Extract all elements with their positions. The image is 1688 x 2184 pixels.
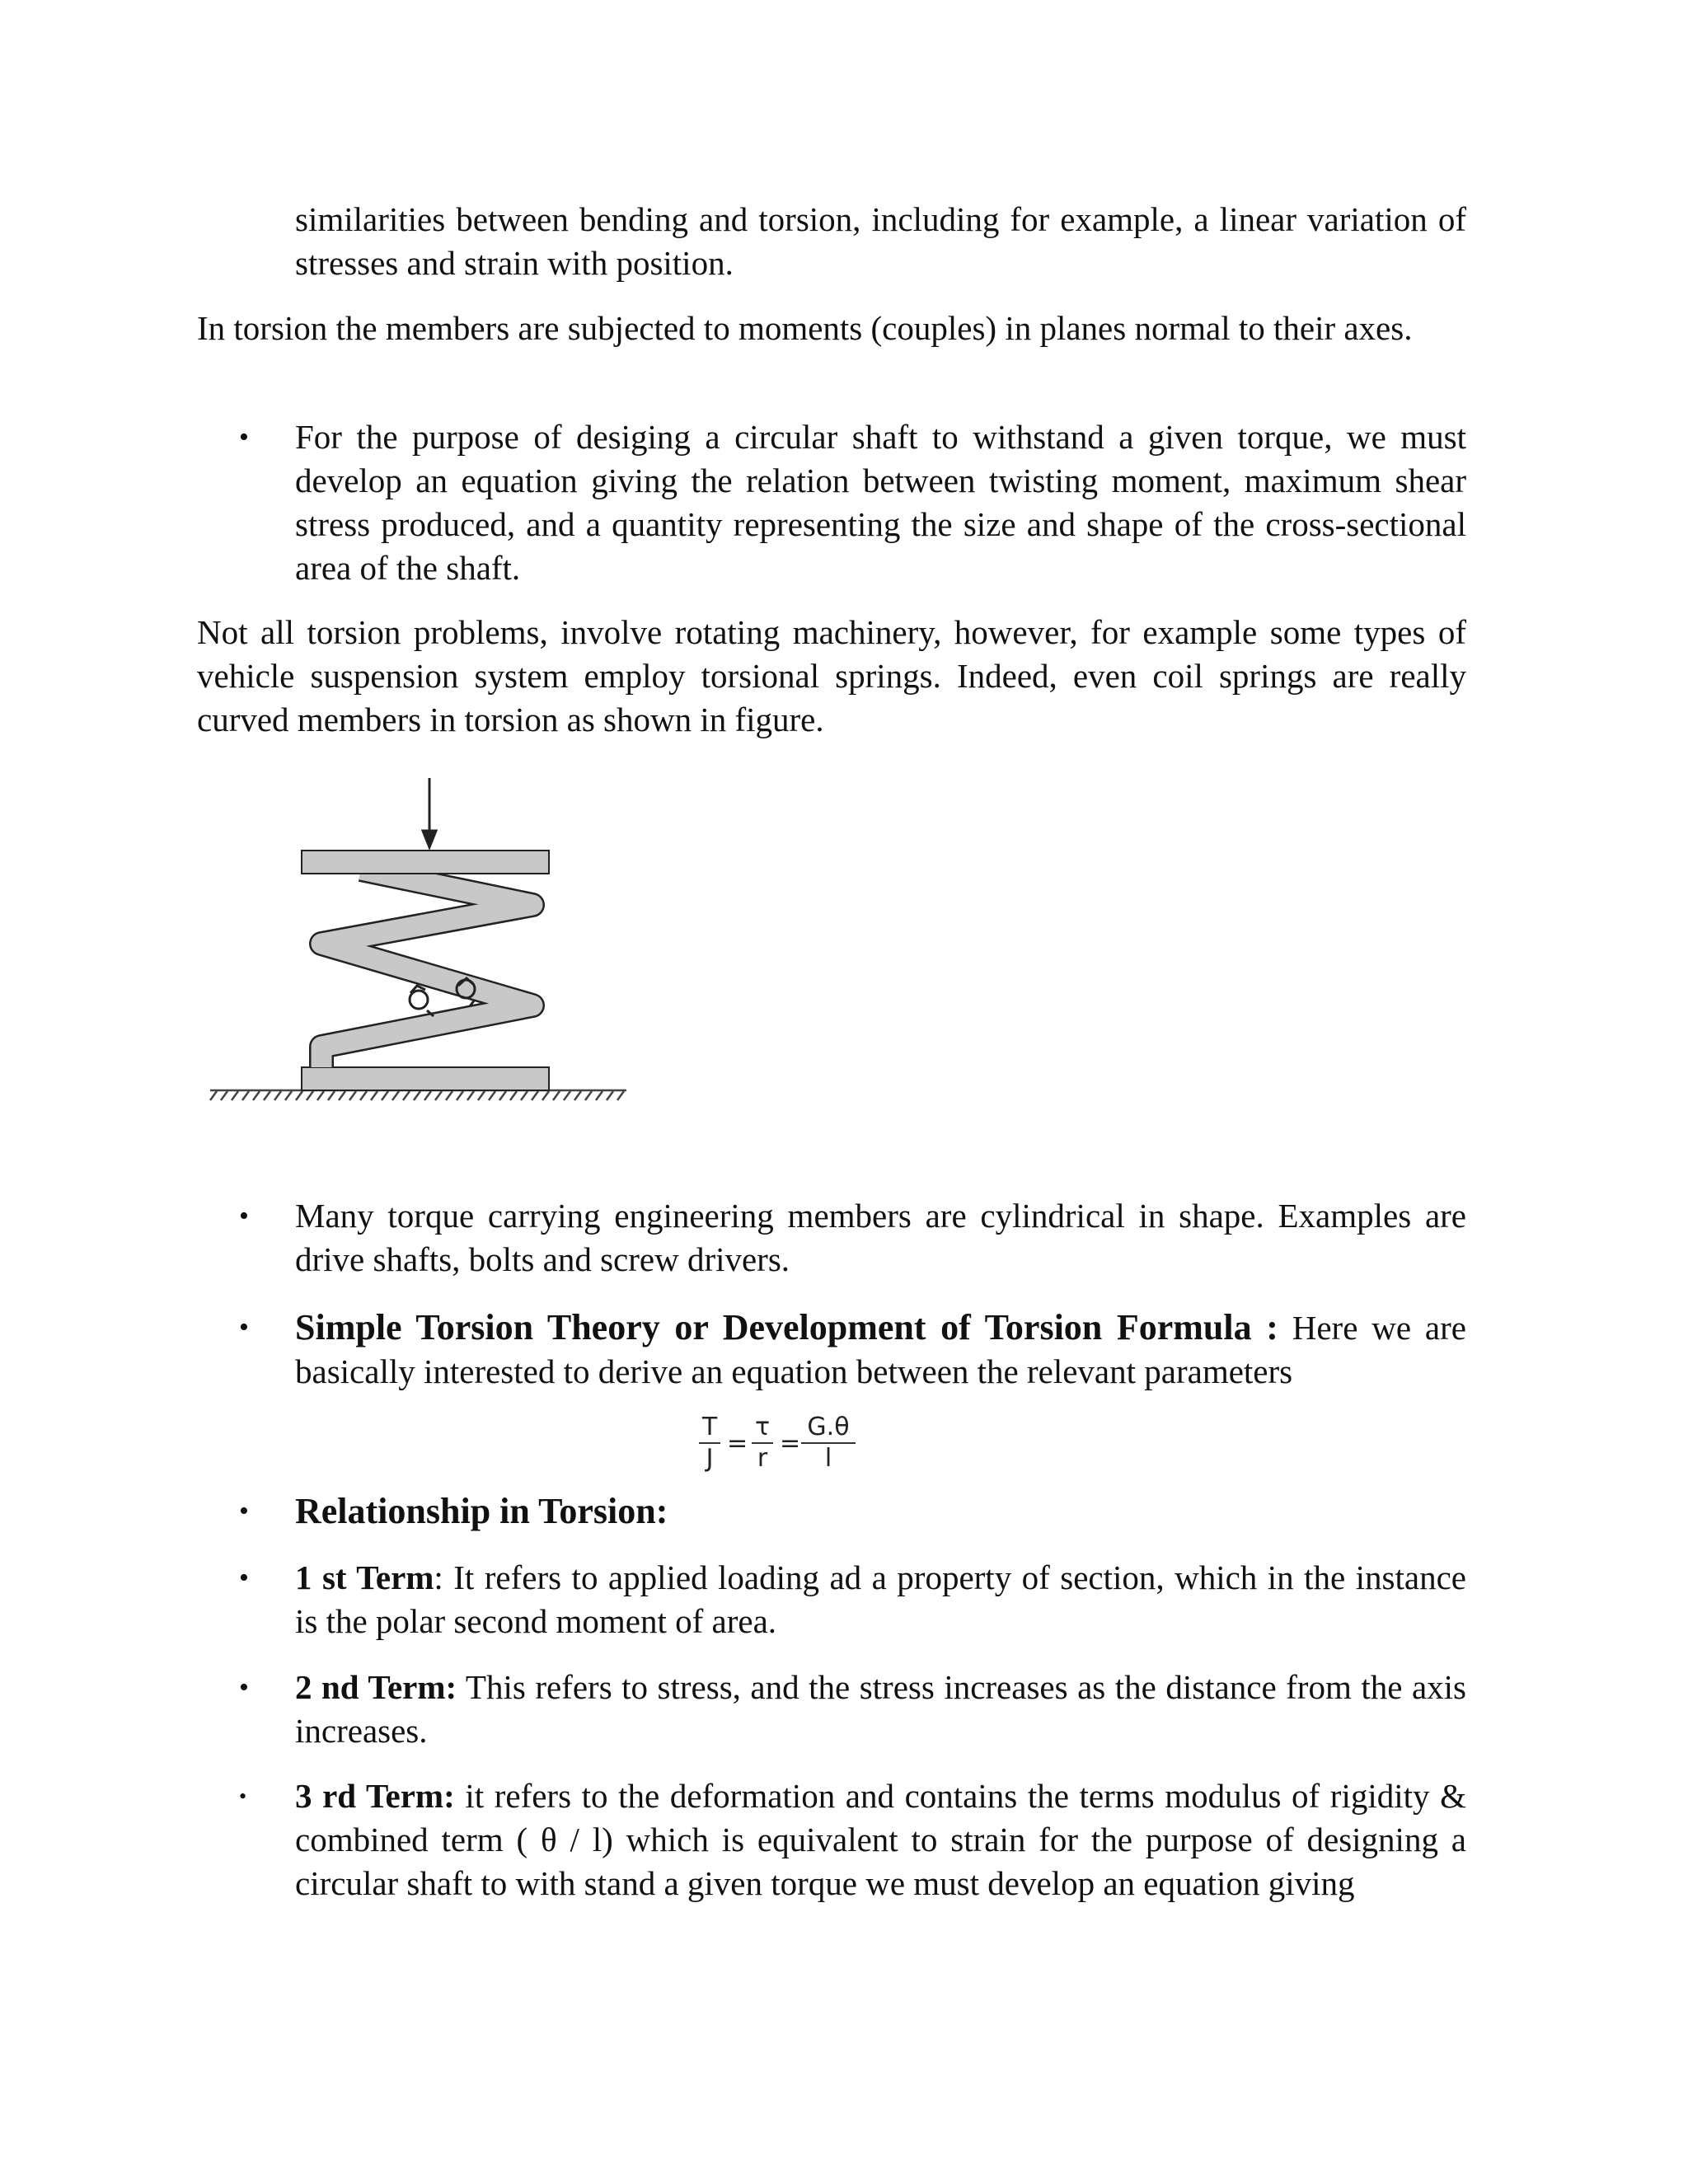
paragraph-cylindrical-members: Many torque carrying engineering members are cylindrical in shape. Examples are drive shafts, bolts and screw drivers. <box>295 1197 1466 1278</box>
second-term-text: This refers to stress, and the stress increases as the distance from the axis increases. <box>295 1668 1466 1750</box>
formula-radius: r <box>757 1444 768 1473</box>
relationship-heading-text: Relationship in Torsion: <box>295 1491 668 1531</box>
paragraph-torsion-definition: In torsion the members are subjected to moments (couples) in planes normal to their axes. <box>197 309 1413 347</box>
torque-over-polar-moment <box>699 1413 720 1473</box>
third-term-label: 3 rd Term: <box>295 1777 455 1815</box>
bullet-marker: • <box>239 1784 247 1808</box>
bullet-marker: • <box>239 422 249 452</box>
coil-spring-figure <box>198 766 643 1113</box>
stress-over-radius <box>752 1413 773 1473</box>
formula-equals: = <box>780 1429 801 1458</box>
top-plate <box>302 851 549 874</box>
formula-equals: = <box>727 1429 748 1458</box>
bullet-marker: • <box>239 1672 249 1703</box>
ground-hatching <box>210 1090 626 1100</box>
section-heading-relationship <box>295 1489 1466 1534</box>
bottom-plate <box>302 1067 549 1090</box>
torsion-theory-text: Here we are basically interested to derive an equation between the relevant parameters <box>295 1309 1466 1390</box>
deformation-term <box>801 1413 856 1473</box>
bullet-marker: • <box>239 1496 249 1526</box>
bullet-marker: • <box>239 1312 249 1343</box>
paragraph-third-term <box>295 1774 1466 1905</box>
paragraph-simple-torsion-theory <box>295 1305 1466 1394</box>
section-heading-torsion-theory: Simple Torsion Theory or Development of Torsion Formula : <box>295 1307 1278 1347</box>
paragraph-shaft-design-purpose: For the purpose of desiging a circular shaft to withstand a given torque, we must develop an equation giving the relation between twisting moment, maximum shear stress produced, and a quantity representing the size and shape of the cross-sectional area of the shaft. <box>295 418 1466 587</box>
formula-polar-moment: J <box>706 1444 714 1473</box>
bullet-marker: • <box>239 1201 249 1231</box>
first-term-text: : It refers to applied loading ad a property of section, which in the instance is the polar second moment of area. <box>295 1558 1466 1640</box>
spring-coil <box>321 869 532 1067</box>
formula-torque: T <box>701 1413 718 1441</box>
bullet-marker: • <box>239 1563 249 1593</box>
paragraph-first-term <box>295 1556 1466 1643</box>
formula-length: l <box>824 1444 832 1473</box>
formula-modulus-angle: G.θ <box>807 1413 850 1441</box>
paragraph-bending-torsion-similarities: similarities between bending and torsion, including for example, a linear variation of stresses and strain with position. <box>295 200 1466 282</box>
first-term-label: 1 st Term <box>295 1558 434 1596</box>
paragraph-second-term <box>295 1666 1466 1753</box>
torsion-formula <box>699 1413 856 1478</box>
third-term-text: it refers to the deformation and contains the terms modulus of rigidity & combined term ( θ / l) which is equivalent to strain for the purpose of designing a circular shaft to with stand a given torque we must develop an equation giving <box>295 1777 1466 1902</box>
paragraph-torsion-problems: Not all torsion problems, involve rotating machinery, however, for example some types of vehicle suspension system employ torsional springs. Indeed, even coil springs are really curved members in torsion as shown in figure. <box>197 613 1466 738</box>
load-arrow <box>423 778 436 847</box>
formula-shear-stress: τ <box>754 1413 771 1441</box>
second-term-label: 2 nd Term: <box>295 1668 457 1706</box>
